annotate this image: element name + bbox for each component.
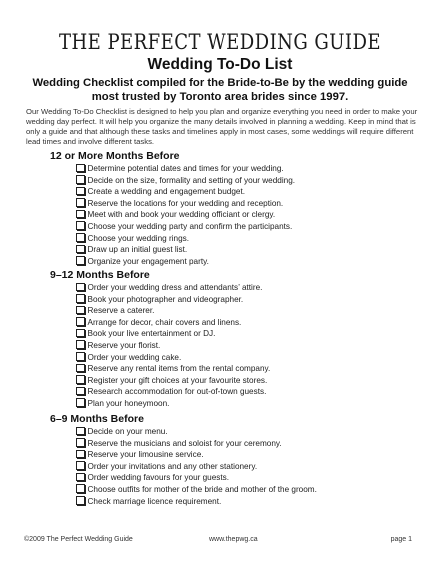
checklist-item xyxy=(76,352,420,364)
brand-logo-text: THE PERFECT WEDDING GUIDE xyxy=(59,30,381,54)
checkbox-icon[interactable] xyxy=(76,256,85,265)
checklist-item-text: Arrange for decor, chair covers and linens. xyxy=(87,317,242,327)
checklist-item-text: Decide on your menu. xyxy=(87,427,168,436)
checklist-item-text: Book your photographer and videographer. xyxy=(87,294,244,304)
checkbox-icon[interactable] xyxy=(76,175,85,184)
checklist-item xyxy=(76,496,420,508)
checklist-item-text: Draw up an initial guest list. xyxy=(87,245,188,255)
checkbox-icon[interactable] xyxy=(76,375,85,384)
checklist-item xyxy=(76,175,420,187)
section-9-12-months xyxy=(50,269,420,410)
section-heading: 9–12 Months Before xyxy=(50,269,150,281)
checklist-item-text: Order your wedding dress and attendants’ attire. xyxy=(87,283,263,292)
checkbox-icon[interactable] xyxy=(76,387,85,396)
checklist-item-text: Order your wedding cake. xyxy=(87,352,182,362)
checklist-item xyxy=(76,328,420,340)
checkbox-icon[interactable] xyxy=(76,198,85,207)
checklist-item xyxy=(76,426,420,438)
checklist-item xyxy=(76,317,420,329)
checklist-item-text: Meet with and book your wedding officiant or clergy. xyxy=(87,210,276,220)
checklist-item xyxy=(76,449,420,461)
checklist-item-text: Reserve any rental items from the rental company. xyxy=(87,364,271,374)
checklist-item xyxy=(76,484,420,496)
checkbox-icon[interactable] xyxy=(76,294,85,303)
checklist-item-text: Research accommodation for out-of-town guests. xyxy=(87,387,267,397)
checklist-item xyxy=(76,244,420,256)
checkbox-icon[interactable] xyxy=(76,221,85,230)
checkbox-icon[interactable] xyxy=(76,461,85,470)
checklist-item xyxy=(76,398,420,410)
footer-page-number: page 1 xyxy=(390,536,412,543)
footer-website-link[interactable]: www.thepwg.ca xyxy=(209,536,258,543)
checklist-item xyxy=(76,386,420,398)
checklist-item xyxy=(76,163,420,175)
checklist-item-text: Reserve your florist. xyxy=(87,340,161,350)
section-12-months xyxy=(50,150,420,267)
intro-paragraph: Our Wedding To-Do Checklist is designed to help you plan and organize everything you need in order to make your wedding day perfect. It will help you organize the many details involved in planning a wedding. Keep in mind that is only a guide and that although these tasks and timelines apply in most cases, some weddings will require different lead times and involve different tasks. xyxy=(26,107,418,146)
checkbox-icon[interactable] xyxy=(76,317,85,326)
checklist-item-text: Reserve the musicians and soloist for your ceremony. xyxy=(87,438,282,448)
checklist-item-text: Order wedding favours for your guests. xyxy=(87,473,230,483)
checklist-item-text: Reserve your limousine service. xyxy=(87,450,204,460)
checklist-item-text: Check marriage licence requirement. xyxy=(87,496,222,506)
page-title: Wedding To-Do List xyxy=(147,56,293,73)
checkbox-icon[interactable] xyxy=(76,187,85,196)
checkbox-icon[interactable] xyxy=(76,496,85,505)
section-heading: 6–9 Months Before xyxy=(50,413,144,425)
checkbox-icon[interactable] xyxy=(76,233,85,242)
checklist-item-text: Reserve the locations for your wedding and reception. xyxy=(87,198,284,208)
section-heading: 12 or More Months Before xyxy=(50,150,180,162)
checkbox-icon[interactable] xyxy=(76,340,85,349)
checklist-item xyxy=(76,472,420,484)
checklist-item xyxy=(76,461,420,473)
checklist-item xyxy=(76,198,420,210)
checklist-item xyxy=(76,282,420,294)
checklist-item xyxy=(76,305,420,317)
checkbox-icon[interactable] xyxy=(76,283,85,292)
checkbox-icon[interactable] xyxy=(76,450,85,459)
checkbox-icon[interactable] xyxy=(76,329,85,338)
checklist-item-text: Book your live entertainment or DJ. xyxy=(87,329,216,339)
checkbox-icon[interactable] xyxy=(76,164,85,173)
checklist-item-text: Register your gift choices at your favourite stores. xyxy=(87,375,268,385)
checklist-item xyxy=(76,256,420,268)
checkbox-icon[interactable] xyxy=(76,210,85,219)
checklist-item-text: Choose outfits for mother of the bride and mother of the groom. xyxy=(87,484,317,494)
checklist-item-text: Plan your honeymoon. xyxy=(87,398,170,408)
section-6-9-months xyxy=(50,413,420,507)
checklist-item xyxy=(76,233,420,245)
checkbox-icon[interactable] xyxy=(76,473,85,482)
checklist-item xyxy=(76,363,420,375)
checkbox-icon[interactable] xyxy=(76,245,85,254)
page-subtitle: Wedding Checklist compiled for the Bride-to-Be by the wedding guide most trusted by Toronto area brides since 1997. xyxy=(32,77,408,103)
checklist-item xyxy=(76,209,420,221)
checklist xyxy=(50,282,420,410)
checkbox-icon[interactable] xyxy=(76,352,85,361)
checklist-item-text: Decide on the size, formality and setting of your wedding. xyxy=(87,175,296,185)
checkbox-icon[interactable] xyxy=(76,438,85,447)
checklist xyxy=(50,426,420,507)
checkbox-icon[interactable] xyxy=(76,398,85,407)
checklist-item-text: Determine potential dates and times for your wedding. xyxy=(87,164,284,173)
checklist-item-text: Choose your wedding party and confirm the participants. xyxy=(87,221,293,231)
checkbox-icon[interactable] xyxy=(76,364,85,373)
checkbox-icon[interactable] xyxy=(76,484,85,493)
checklist xyxy=(50,163,420,267)
checklist-item xyxy=(76,294,420,306)
checkbox-icon[interactable] xyxy=(76,427,85,436)
checklist-item-text: Reserve a caterer. xyxy=(87,306,155,316)
checklist-item-text: Choose your wedding rings. xyxy=(87,233,189,243)
checklist-item xyxy=(76,438,420,450)
checklist-item xyxy=(76,375,420,387)
checklist-item-text: Create a wedding and engagement budget. xyxy=(87,187,246,197)
checklist-item xyxy=(76,186,420,198)
checklist-item-text: Organize your engagement party. xyxy=(87,256,209,266)
checklist-item xyxy=(76,340,420,352)
checklist-item xyxy=(76,221,420,233)
checkbox-icon[interactable] xyxy=(76,306,85,315)
footer-copyright: ©2009 The Perfect Wedding Guide xyxy=(24,536,133,543)
checklist-item-text: Order your invitations and any other stationery. xyxy=(87,461,258,471)
